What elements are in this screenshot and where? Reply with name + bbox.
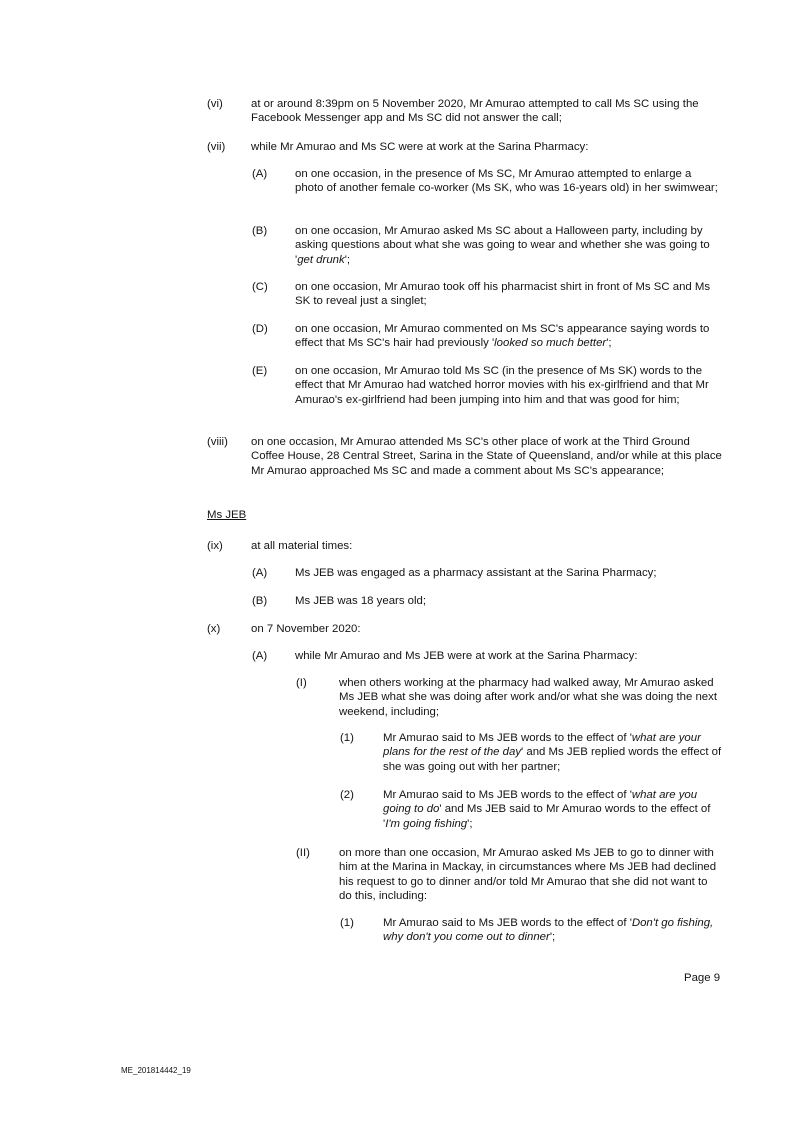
subparagraph-label: (A) xyxy=(252,168,268,180)
paragraph-label: (vii) xyxy=(207,141,226,153)
subparagraph-label: (D) xyxy=(252,323,268,335)
paragraph-label: (ix) xyxy=(207,540,223,552)
subparagraph-text: Mr Amurao said to Ms JEB words to the effect of 'Don't go fishing, why don't you come out to dinner'; xyxy=(383,917,714,944)
subparagraph-label: (A) xyxy=(252,567,268,579)
paragraph-label: (vi) xyxy=(207,98,223,110)
quoted-words: what are your plans for the rest of the day xyxy=(383,732,701,759)
subparagraph-label: (1) xyxy=(340,732,354,744)
subparagraph-label: (2) xyxy=(340,789,354,801)
subparagraph-label: (B) xyxy=(252,225,268,237)
paragraph-label: (viii) xyxy=(207,436,228,448)
subparagraph-text: on one occasion, Mr Amurao asked Ms SC about a Halloween party, including by asking questions about what she was going to wear and whether she was going to 'get drunk'; xyxy=(295,225,710,266)
subparagraph-text: on one occasion, Mr Amurao took off his pharmacist shirt in front of Ms SC and Ms SK to reveal just a singlet; xyxy=(295,281,711,308)
subparagraph-text: while Mr Amurao and Ms JEB were at work at the Sarina Pharmacy: xyxy=(295,650,638,662)
paragraph-text: at or around 8:39pm on 5 November 2020, Mr Amurao attempted to call Ms SC using the Facebook Messenger app and Ms SC did not answer the call; xyxy=(251,98,699,125)
subparagraph-text: when others working at the pharmacy had walked away, Mr Amurao asked Ms JEB what she was doing after work and/or what she was doing the next weekend, including; xyxy=(339,677,717,718)
subparagraph-text: Ms JEB was 18 years old; xyxy=(295,595,427,607)
subparagraph-label: (C) xyxy=(252,281,268,293)
subparagraph-label: (1) xyxy=(340,917,354,929)
paragraph-text: at all material times: xyxy=(251,540,353,552)
subparagraph-text: on more than one occasion, Mr Amurao asked Ms JEB to go to dinner with him at the Marina in Mackay, in circumstances where Ms JEB had declined his request to go to dinner and/or told Mr Amurao that she did not want to do this, including: xyxy=(339,847,717,903)
quoted-words: Don't go fishing, why don't you come out to dinner xyxy=(383,917,714,944)
document-id: ME_201814442_19 xyxy=(121,1066,191,1075)
page-number: Page 9 xyxy=(684,972,721,984)
subparagraph-text: on one occasion, Mr Amurao told Ms SC (in the presence of Ms SK) words to the effect that Mr Amurao had watched horror movies with his ex-girlfriend and that Mr Amurao's ex-girlfriend had been jumping into him and that was good for him; xyxy=(295,365,709,406)
paragraph-text: on 7 November 2020: xyxy=(251,623,361,635)
paragraph-text: on one occasion, Mr Amurao attended Ms SC's other place of work at the Third Ground Coffee House, 28 Central Street, Sarina in the State of Queensland, and/or while at this place Mr Amurao approached Ms SC and made a comment about Ms SC's appearance; xyxy=(251,436,722,477)
subparagraph-text: Ms JEB was engaged as a pharmacy assistant at the Sarina Pharmacy; xyxy=(295,567,657,579)
subparagraph-text: on one occasion, in the presence of Ms SC, Mr Amurao attempted to enlarge a photo of another female co-worker (Ms SK, who was 16-years old) in her swimwear; xyxy=(295,168,718,195)
section-heading: Ms JEB xyxy=(207,509,247,521)
subparagraph-label: (I) xyxy=(296,677,307,689)
subparagraph-label: (E) xyxy=(252,365,268,377)
quoted-words: looked so much better xyxy=(494,337,607,350)
subparagraph-text: Mr Amurao said to Ms JEB words to the effect of 'what are you going to do' and Ms JEB said to Mr Amurao words to the effect of 'I'm going fishing'; xyxy=(383,789,711,830)
quoted-words: what are you going to do xyxy=(383,789,698,816)
subparagraph-label: (B) xyxy=(252,595,268,607)
paragraph-text: while Mr Amurao and Ms SC were at work at the Sarina Pharmacy: xyxy=(251,141,589,153)
subparagraph-label: (II) xyxy=(296,847,310,859)
quoted-words: get drunk xyxy=(297,253,345,266)
quoted-words: I'm going fishing xyxy=(385,817,468,830)
subparagraph-text: Mr Amurao said to Ms JEB words to the effect of 'what are your plans for the rest of the day' and Ms JEB replied words the effect of she was going out with her partner; xyxy=(383,732,722,773)
paragraph-label: (x) xyxy=(207,623,221,635)
subparagraph-text: on one occasion, Mr Amurao commented on Ms SC's appearance saying words to effect that Ms SC's hair had previously 'looked so much better'; xyxy=(295,323,710,350)
subparagraph-label: (A) xyxy=(252,650,268,662)
